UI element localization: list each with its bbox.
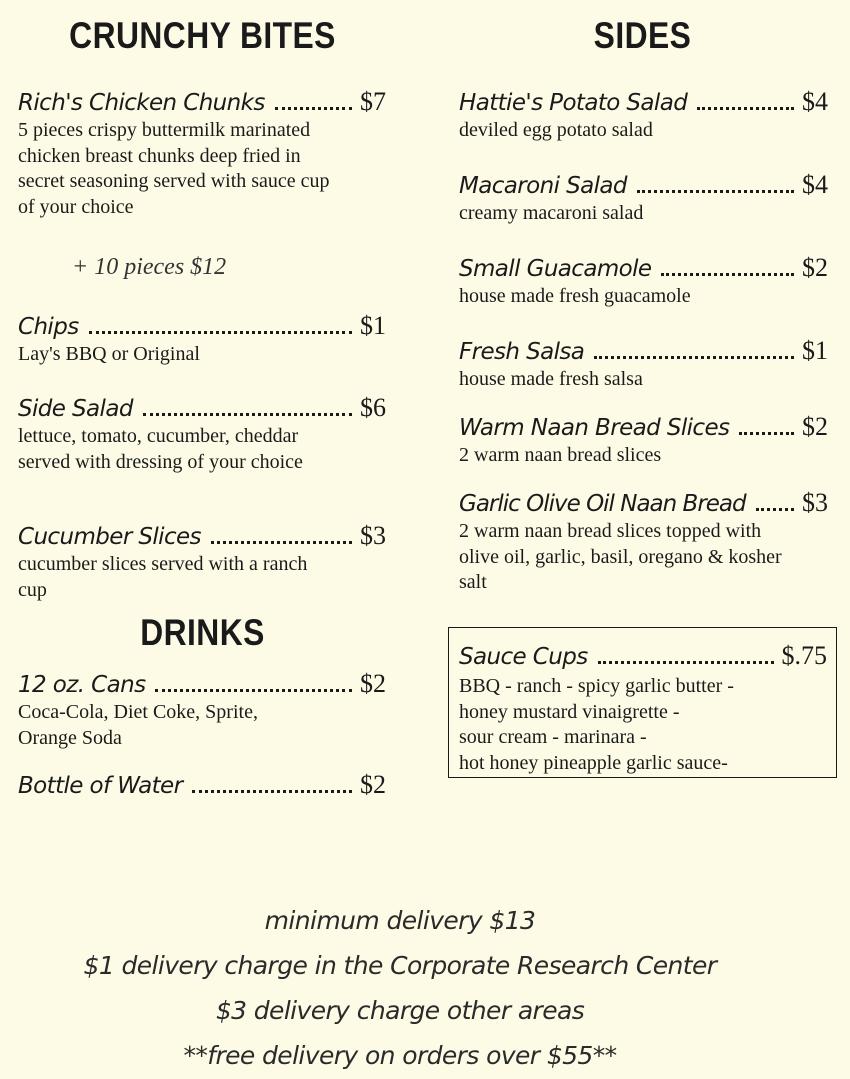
delivery-info bbox=[0, 898, 800, 1078]
menu-item-cans bbox=[18, 669, 386, 751]
dot-leader bbox=[637, 190, 794, 193]
item-name: Rich's Chicken Chunks bbox=[18, 90, 265, 116]
sauce-line: sour cream - marinara - bbox=[459, 726, 647, 748]
item-description: deviled egg potato salad bbox=[459, 119, 653, 141]
menu-item-fresh-salsa bbox=[459, 336, 828, 393]
dot-leader bbox=[89, 331, 352, 334]
item-price: $4 bbox=[802, 170, 828, 199]
item-description: house made fresh salsa bbox=[459, 368, 643, 390]
sauce-line: BBQ - ranch - spicy garlic butter - bbox=[459, 675, 734, 697]
footer-line: **free delivery on orders over $55** bbox=[183, 1041, 617, 1070]
menu-item-naan-slices bbox=[459, 412, 828, 469]
footer-line: $1 delivery charge in the Corporate Research Center bbox=[83, 951, 717, 980]
item-name: Warm Naan Bread Slices bbox=[459, 415, 730, 441]
section-title-sides: SIDES bbox=[593, 15, 692, 56]
item-name: Cucumber Slices bbox=[18, 524, 201, 550]
menu-item-chips bbox=[18, 311, 386, 368]
item-price: $6 bbox=[360, 393, 386, 422]
item-name: Garlic Olive Oil Naan Bread bbox=[459, 491, 746, 517]
menu-item-side-salad bbox=[18, 393, 386, 475]
dot-leader bbox=[697, 107, 794, 110]
section-title-drinks: DRINKS bbox=[140, 612, 265, 653]
menu-item-garlic-naan bbox=[459, 488, 828, 596]
item-description: 5 pieces crispy buttermilk marinated chicken breast chunks deep fried in secret seasoning served with sauce cup of your choice bbox=[18, 119, 330, 218]
dot-leader bbox=[143, 413, 352, 416]
item-price: $2 bbox=[802, 412, 828, 441]
dot-leader bbox=[192, 790, 352, 793]
item-name: Hattie's Potato Salad bbox=[459, 90, 688, 116]
sauce-line: hot honey pineapple garlic sauce- bbox=[459, 751, 728, 774]
item-name: Macaroni Salad bbox=[459, 173, 627, 199]
dot-leader bbox=[155, 689, 352, 692]
item-price: $2 bbox=[360, 669, 386, 698]
item-name: Sauce Cups bbox=[459, 644, 588, 670]
sauce-list bbox=[459, 674, 734, 776]
item-description: creamy macaroni salad bbox=[459, 202, 644, 224]
menu-item-bottle-water bbox=[18, 770, 386, 801]
item-price: $1 bbox=[360, 311, 386, 340]
extra-pieces-option: + 10 pieces $12 bbox=[72, 254, 227, 280]
item-name: Fresh Salsa bbox=[459, 339, 585, 365]
item-price: $2 bbox=[360, 770, 386, 799]
item-name: Side Salad bbox=[18, 396, 133, 422]
dot-leader bbox=[594, 356, 794, 359]
item-price: $3 bbox=[802, 488, 828, 517]
dot-leader bbox=[598, 661, 774, 664]
item-price: $4 bbox=[802, 87, 828, 116]
item-price: $7 bbox=[360, 87, 386, 116]
item-description: house made fresh guacamole bbox=[459, 285, 691, 307]
item-name: Bottle of Water bbox=[18, 773, 183, 799]
dot-leader bbox=[756, 508, 794, 511]
dot-leader bbox=[661, 273, 794, 276]
sauce-line: honey mustard vinaigrette - bbox=[459, 700, 680, 723]
dot-leader bbox=[275, 107, 352, 110]
menu-item-macaroni-salad bbox=[459, 170, 828, 227]
section-title-crunchy-bites: CRUNCHY BITES bbox=[69, 15, 336, 56]
item-price: $.75 bbox=[781, 641, 827, 670]
item-name: Small Guacamole bbox=[459, 256, 652, 282]
item-description: Lay's BBQ or Original bbox=[18, 343, 200, 365]
menu-item-potato-salad bbox=[459, 87, 828, 144]
menu-item-cucumber-slices bbox=[18, 521, 386, 603]
menu-item-chicken-chunks bbox=[18, 87, 386, 220]
dot-leader bbox=[211, 541, 352, 544]
item-name: 12 oz. Cans bbox=[18, 672, 146, 698]
item-description: 2 warm naan bread slices bbox=[459, 444, 662, 466]
item-description: 2 warm naan bread slices topped with olive oil, garlic, basil, oregano & kosher salt bbox=[459, 520, 782, 593]
item-price: $3 bbox=[360, 521, 386, 550]
item-price: $1 bbox=[802, 336, 828, 365]
item-description: cucumber slices served with a ranch cup bbox=[18, 553, 308, 601]
item-price: $2 bbox=[802, 253, 828, 282]
sauce-cups-box bbox=[448, 627, 837, 778]
dot-leader bbox=[739, 432, 794, 435]
item-description: lettuce, tomato, cucumber, cheddar served with dressing of your choice bbox=[18, 425, 303, 473]
footer-line: $3 delivery charge other areas bbox=[215, 996, 585, 1025]
footer-line: minimum delivery $13 bbox=[264, 906, 536, 935]
item-description: Coca-Cola, Diet Coke, Sprite, Orange Soda bbox=[18, 701, 258, 749]
menu-item-small-guacamole bbox=[459, 253, 828, 310]
item-name: Chips bbox=[18, 314, 79, 340]
